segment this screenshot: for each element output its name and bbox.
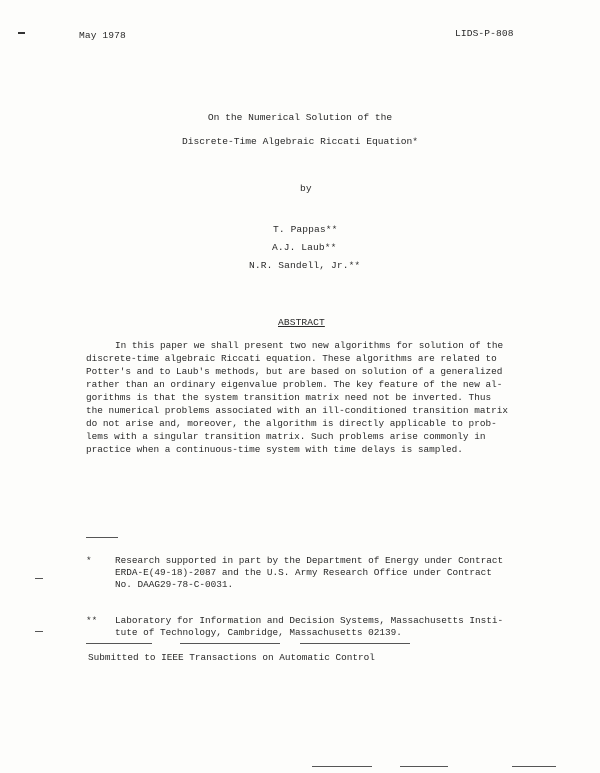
footnote-line: No. DAAG29-78-C-0031.: [115, 579, 234, 590]
abstract-line: gorithms is that the system transition matrix need not be inverted. Thus: [86, 392, 492, 403]
document-date: May 1978: [79, 30, 126, 41]
margin-mark: [312, 766, 372, 767]
abstract-line: lems with a singular transition matrix. Such problems arise commonly in: [86, 431, 486, 442]
separator-rule: [180, 643, 280, 644]
margin-mark: [512, 766, 556, 767]
margin-mark: [400, 766, 448, 767]
abstract-line: Potter's and to Laub's methods, but are based on solution of a generalized: [86, 366, 503, 377]
footnote-line: ERDA-E(49-18)-2087 and the U.S. Army Research Office under Contract: [115, 567, 492, 578]
title-line-1: On the Numerical Solution of the: [207, 112, 393, 123]
footnote-rule: [86, 537, 118, 538]
by-label: by: [300, 183, 312, 194]
footnote-marker: *: [86, 555, 92, 566]
author-1: T. Pappas**: [273, 224, 338, 235]
report-number: LIDS-P-808: [455, 28, 514, 39]
abstract-line: rather than an ordinary eigenvalue problem. The key feature of the new al-: [86, 379, 503, 390]
abstract-heading: ABSTRACT: [278, 317, 325, 328]
margin-mark: [18, 32, 25, 34]
author-3: N.R. Sandell, Jr.**: [249, 260, 361, 271]
separator-rule: [86, 643, 152, 644]
abstract-line: practice when a continuous-time system with time delays is sampled.: [86, 444, 463, 455]
abstract-line: discrete-time algebraic Riccati equation. These algorithms are related to: [86, 353, 497, 364]
footnote-marker: **: [86, 615, 98, 626]
margin-mark: [35, 578, 43, 579]
abstract-line: In this paper we shall present two new algorithms for solution of the: [115, 340, 504, 351]
abstract-line: do not arise and, moreover, the algorithm is directly applicable to prob-: [86, 418, 497, 429]
separator-rule: [300, 643, 410, 644]
submission-note: Submitted to IEEE Transactions on Automatic Control: [88, 652, 375, 663]
footnote-line: tute of Technology, Cambridge, Massachusetts 02139.: [115, 627, 402, 638]
title-line-2: Discrete-Time Algebraic Riccati Equation*: [181, 136, 419, 147]
footnote-line: Research supported in part by the Department of Energy under Contract: [115, 555, 504, 566]
abstract-line: the numerical problems associated with an ill-conditioned transition matrix: [86, 405, 508, 416]
margin-mark: [35, 631, 43, 632]
footnote-line: Laboratory for Information and Decision Systems, Massachusetts Insti-: [115, 615, 504, 626]
author-2: A.J. Laub**: [272, 242, 337, 253]
